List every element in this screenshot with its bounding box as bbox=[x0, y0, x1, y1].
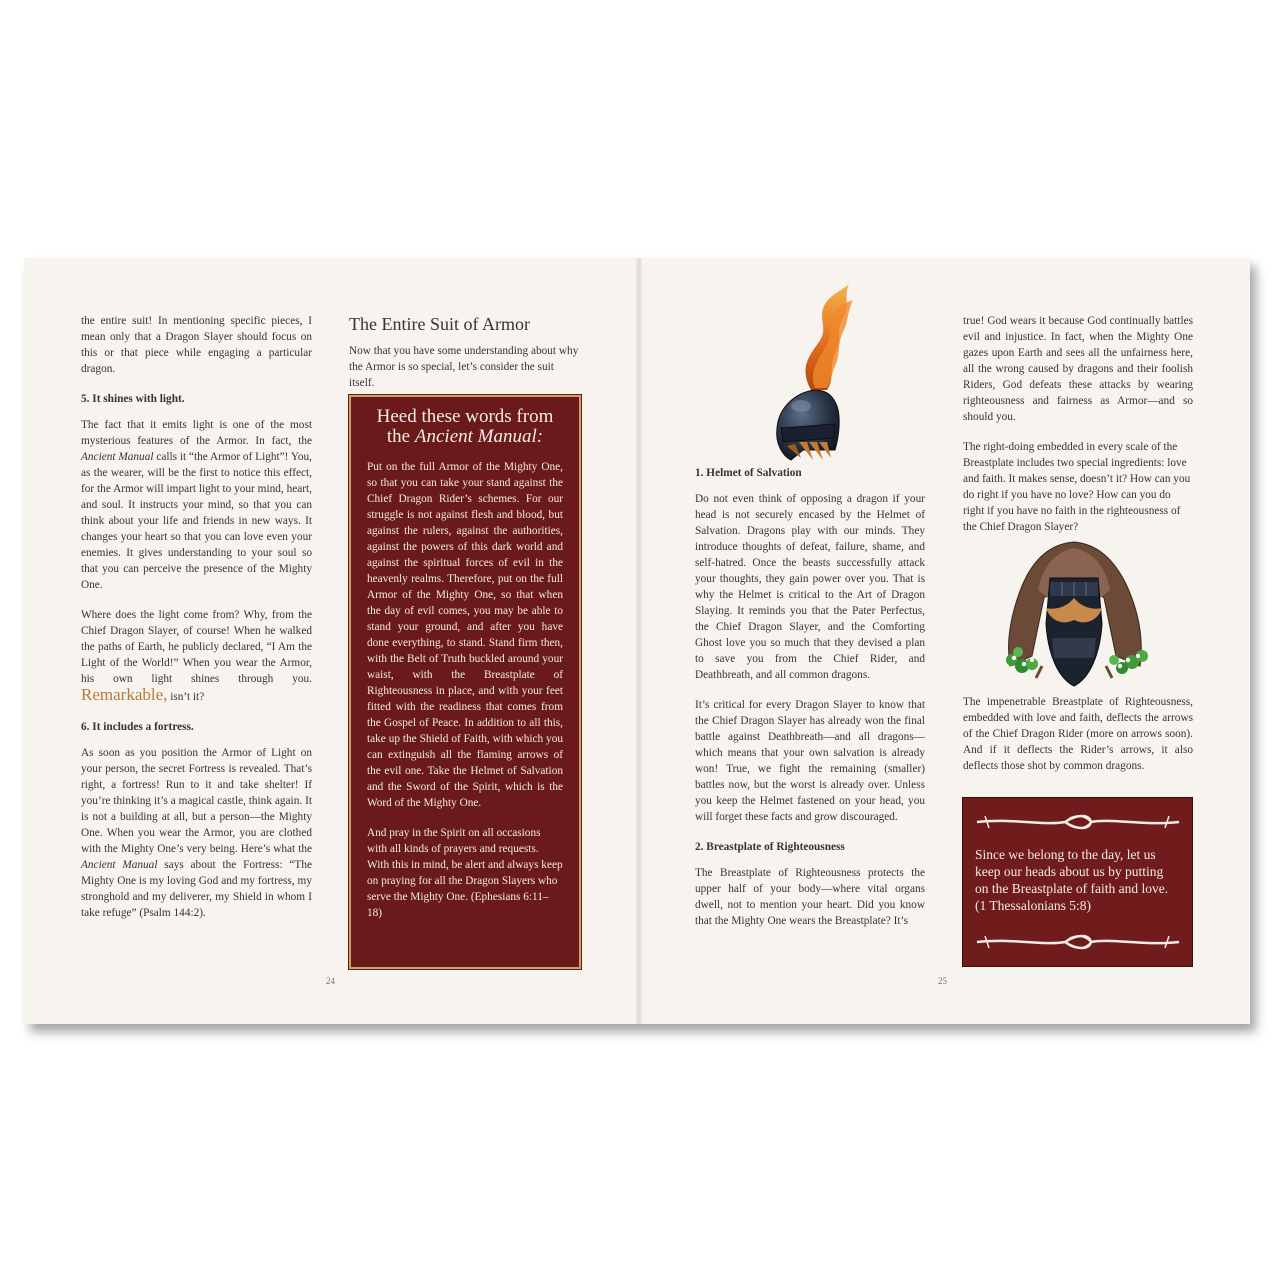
knot-ornament-bottom bbox=[973, 930, 1183, 956]
thessalonians-quote: Since we belong to the day, let us keep our heads about us by putting on the Breastplate of faith and love. (1 Thessalonians 5:8) bbox=[975, 847, 1169, 913]
page-number-right: 25 bbox=[938, 976, 947, 986]
ancient-manual-body bbox=[367, 459, 563, 921]
heading-includes-fortress: 6. It includes a fortress. bbox=[81, 721, 194, 733]
section-title: The Entire Suit of Armor bbox=[349, 314, 530, 334]
ancient-manual-box bbox=[349, 395, 581, 969]
section-intro: Now that you have some understanding about why the Armor is so special, let’s consider the suit itself. bbox=[349, 345, 579, 389]
remarkable-word: Remarkable, bbox=[81, 685, 168, 704]
right-column-1 bbox=[695, 465, 925, 943]
heading-helmet-of-salvation: 1. Helmet of Salvation bbox=[695, 467, 802, 479]
book-spread bbox=[24, 258, 1250, 1024]
helmet-paragraph-2: It’s critical for every Dragon Slayer to know that the Chief Dragon Slayer has already won the final battle against Deathbreath—and all dragons—which means that your own salvation is already won! True, we fight the remaining (smaller) battles now, but the worst is already over. Unless you keep the Helmet fastened on your head, you will forget these facts and grow discouraged. bbox=[695, 699, 925, 823]
ephesians-paragraph-2: And pray in the Spirit on all occasions with all kinds of prayers and requests. With this in mind, be alert and always keep on praying for all the Dragon Slayers who serve the Mighty One. (Ephesians 6:11–18) bbox=[367, 827, 563, 919]
left-paragraph-2: The fact that it emits light is one of the most mysterious features of the Armor. In fact, the Ancient Manual calls it “the Armor of Light”! You, as the wearer, will be the first to notice this effect, for the Armor will impart light to your mind, heart, and soul. It instructs your mind, so that you can think about your life and friends in new ways. It changes your heart so that you can love even your enemies. It gives understanding to your soul so that you can perceive the presence of the Mighty One. bbox=[81, 419, 312, 591]
knot-ornament-top bbox=[973, 810, 1183, 836]
breastplate-paragraph-4: The impenetrable Breastplate of Righteousness, embedded with love and faith, deflects the arrows of the Chief Dragon Rider (more on arrows soon). And if it deflects the Rider’s arrows, it also deflects those shot by common dragons. bbox=[963, 696, 1193, 772]
page-number-left: 24 bbox=[326, 976, 335, 986]
breastplate-paragraph-3: The right-doing embedded in every scale of the Breastplate includes two special ingredients: love and faith. It makes sense, doesn’t it? How can you do right if you have no love? How can you do right if you have no faith in the righteousness of the Chief Dragon Slayer? bbox=[963, 441, 1191, 533]
middle-column bbox=[349, 313, 581, 391]
ephesians-paragraph-1: Put on the full Armor of the Mighty One, so that you can take your stand against the Chief Dragon Rider’s schemes. For our struggle is not against flesh and blood, but against the rulers, against the authorities, against the powers of this dark world and against the spiritual forces of evil in the heavenly realms. Therefore, put on the full Armor of the Mighty One, so that when the day of evil comes, you may be able to stand your ground, and after you have done everything, to stand. Stand firm then, with the Belt of Truth buckled around your waist, with the Breastplate of Righteousness in place, and with your feet fitted with the readiness that comes from the Gospel of Peace. In addition to all this, take up the Shield of Faith, with which you can extinguish all the flaming arrows of the evil one. Take the Helmet of Salvation and the Sword of the Spirit, which is the Word of the Mighty One. bbox=[367, 461, 563, 809]
thessalonians-quote-box bbox=[962, 797, 1193, 967]
right-column-2-lower bbox=[963, 694, 1193, 788]
left-paragraph-1: the entire suit! In mentioning specific pieces, I mean only that a Dragon Slayer should focus on this or that piece while engaging a particular dragon. bbox=[81, 315, 312, 375]
breastplate-paragraph-1: The Breastplate of Righteousness protects the upper half of your body—where vital organs dwell, not to mention your heart. Did you know that the Mighty One wears the Breastplate? It’s bbox=[695, 867, 925, 927]
right-column-2 bbox=[963, 313, 1193, 549]
left-paragraph-4: As soon as you position the Armor of Light on your person, the secret Fortress is revealed. That’s right, a fortress! Run to it and take shelter! If you’re thinking it’s a magical castle, think again. It is not a building at all, but a person—the Mighty One. When you wear the Armor, you are clothed with the Mighty One’s very being. Here’s what the Ancient Manual says about the Fortress: “The Mighty One is my loving God and my fortress, my stronghold and my deliverer, my Shield in whom I take refuge” (Psalm 144:2). bbox=[81, 747, 312, 919]
left-column bbox=[81, 313, 312, 935]
helmet-paragraph-1: Do not even think of opposing a dragon if your head is not securely encased by the Helmet of Salvation. Dragons play with our minds. They introduce thoughts of defeat, failure, shame, and self-hatred. Once the beasts successfully attack your thoughts, they gain power over you. That is why the Helmet is critical to the Art of Dragon Slaying. It reminds you that the Pater Perfectus, the Chief Dragon Slayer, and the Comforting Ghost love you so much that they devised a plan to save you from the Chief Rider, and Deathbreath, and all common dragons. bbox=[695, 493, 925, 681]
heading-breastplate-of-righteousness: 2. Breastplate of Righteousness bbox=[695, 841, 845, 853]
ancient-manual-heading: Heed these words from the Ancient Manual: bbox=[376, 406, 554, 447]
breastplate-paragraph-2: true! God wears it because God continually battles evil and injustice. In fact, when the Mighty One gazes upon Earth and sees all the unfairness here, all the wrong caused by dragons and their foolish Riders, God defeats these attacks by wearing righteousness and fairness as Armor—and so should you. bbox=[963, 315, 1193, 423]
book-gutter bbox=[636, 258, 642, 1024]
helmet-illustration bbox=[739, 278, 889, 463]
heading-shines-with-light: 5. It shines with light. bbox=[81, 393, 185, 405]
left-paragraph-3: Where does the light come from? Why, from the Chief Dragon Slayer, of course! When he walked the paths of Earth, he publicly declared, “I Am the Light of the World!” When you wear the Armor, his own light shines through you. Remarkable, isn’t it? bbox=[81, 609, 312, 704]
breastplate-illustration bbox=[992, 538, 1162, 690]
